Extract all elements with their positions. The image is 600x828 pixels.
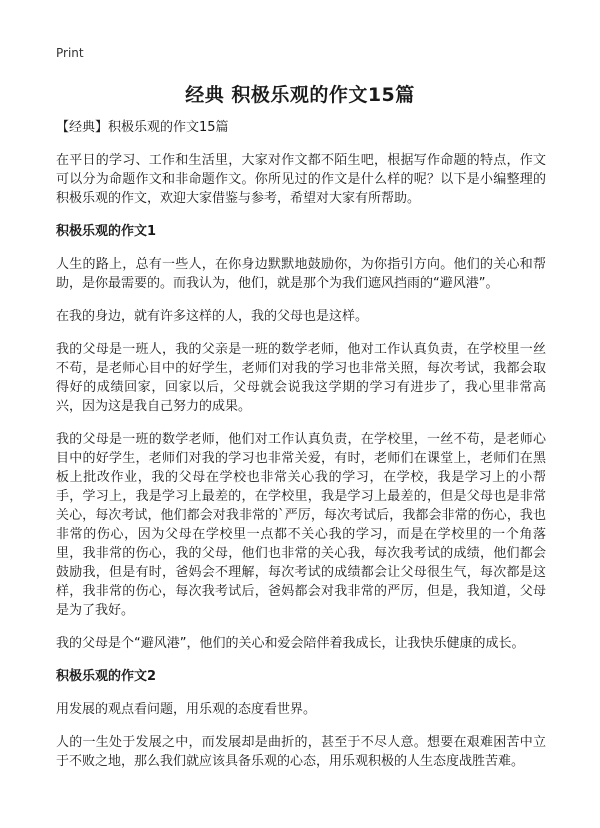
document-title: 经典 积极乐观的作文15篇 <box>185 84 415 106</box>
paragraph: 在我的身边，就有许多这样的人，我的父母也是这样。 <box>56 309 369 324</box>
paragraph: 用发展的观点看问题，用乐观的态度看世界。 <box>56 702 317 717</box>
paragraph: 我的父母是一班人，我的父亲是一班的数学老师，他对工作认真负责，在学校里一丝不苟，是老师心目中的好学生，老师们对我的学习也非常关照，每次考试，我都会取得好的成绩回家，回家以后，父母就会说我这学期的学习有进步了，我心里非常高兴，因为这是我自己努力的成果。 <box>56 342 546 414</box>
paragraph: 人生的路上，总有一些人，在你身边默默地鼓励你，为你指引方向。他们的关心和帮助，是你最需要的。而我认为，他们，就是那个为我们遮风挡雨的“避风港”。 <box>56 257 546 291</box>
paragraph: 我的父母是一班的数学老师，他们对工作认真负责，在学校里，一丝不苟，是老师心目中的好学生，老师们对我的学习也非常关爱，有时，老师们在课堂上，老师们在黑板上批改作业，我的父母在学校也非常关心我的学习，在学校，我是学习上的小帮手，学习上，我是学习上最差的，在学校里，我是学习上最差的，但是父母也是非常关心，每次考试，他们都会对我非常的`严厉，每次考试后，我都会非常的伤心，我也非常的伤心，因为父母在学校里一点都不关心我的学习，而是在学校里的一个角落里，我非常的伤心，我的父母，他们也非常的关心我，每次我考试的成绩，他们都会鼓励我，但是有时，爸妈会不理解，每次考试的成绩都会让父母很生气，每次都是这样，我非常的伤心，每次我考试后，爸妈都会对我非常的严厉，但是，我知道，父母是为了我好。 <box>56 432 546 618</box>
paragraph: 人的一生处于发展之中，而发展却是曲折的，甚至于不尽人意。想要在艰难困苦中立于不败之地，那么我们就应该具备乐观的心态，用乐观积极的人生态度战胜苦难。 <box>56 735 546 769</box>
paragraph: 我的父母是个“避风港”，他们的关心和爱会陪伴着我成长，让我快乐健康的成长。 <box>56 636 525 651</box>
section-heading: 积极乐观的作文1 <box>56 224 157 239</box>
document-body <box>56 118 546 785</box>
print-label: Print <box>56 46 84 60</box>
essay-section-2 <box>56 667 546 771</box>
section-heading: 积极乐观的作文2 <box>56 669 157 684</box>
essay-section-1 <box>56 222 546 653</box>
intro-paragraph: 在平日的学习、工作和生活里，大家对作文都不陌生吧，根据写作命题的特点，作文可以分为命题作文和非命题作文。你所见过的作文是什么样的呢？以下是小编整理的积极乐观的作文，欢迎大家借鉴与参考，希望对大家有所帮助。 <box>56 153 546 206</box>
document-subtitle: 【经典】积极乐观的作文15篇 <box>56 120 229 135</box>
